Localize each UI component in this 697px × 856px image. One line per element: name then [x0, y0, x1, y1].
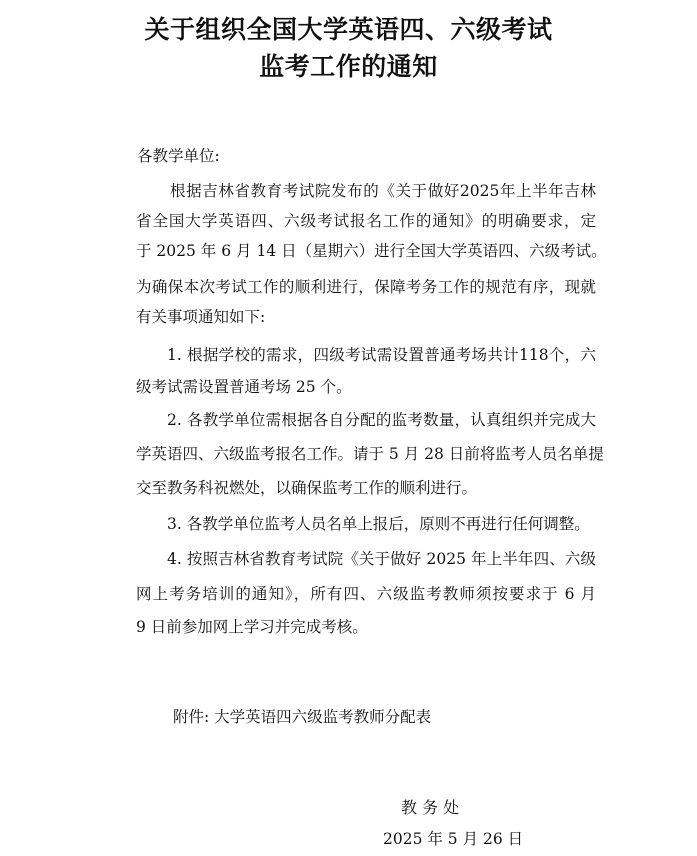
- item-4-line-3: 9 日前参加网上学习并完成考核。: [136, 618, 368, 636]
- intro-line-2: 省全国大学英语四、六级考试报名工作的通知》的明确要求，定: [136, 212, 596, 230]
- signature-date: 2025 年 5 月 26 日: [383, 830, 524, 848]
- item-1-line-1: 1. 根据学校的需求，四级考试需设置普通考场共计118个，六: [167, 346, 596, 364]
- item-2-line-1: 2. 各教学单位需根据各自分配的监考数量，认真组织并完成大: [167, 411, 596, 429]
- item-2-line-2: 学英语四、六级监考报名工作。请于 5 月 28 日前将监考人员名单提: [136, 445, 604, 463]
- attachment-note: 附件: 大学英语四六级监考教师分配表: [173, 708, 432, 726]
- title-line-2: 监考工作的通知: [259, 52, 438, 81]
- title-line-1: 关于组织全国大学英语四、六级考试: [144, 15, 553, 44]
- salutation: 各教学单位:: [137, 147, 220, 165]
- intro-line-5: 有关事项通知如下:: [136, 308, 266, 326]
- item-4-line-2: 网上考务培训的通知》，所有四、六级监考教师须按要求于 6 月: [136, 585, 596, 603]
- item-3-line-1: 3. 各教学单位监考人员名单上报后，原则不再进行任何调整。: [167, 515, 590, 533]
- intro-line-1: 根据吉林省教育考试院发布的《关于做好2025年上半年吉林: [170, 182, 596, 200]
- item-2-line-3: 交至教务科祝燃处，以确保监考工作的顺利进行。: [136, 479, 478, 497]
- item-4-line-1: 4. 按照吉林省教育考试院《关于做好 2025 年上半年四、六级: [167, 550, 596, 568]
- intro-line-4: 为确保本次考试工作的顺利进行，保障考务工作的规范有序，现就: [136, 278, 596, 296]
- item-1-line-2: 级考试需设置普通考场 25 个。: [136, 378, 352, 396]
- intro-line-3: 于 2025 年 6 月 14 日（星期六）进行全国大学英语四、六级考试。: [136, 242, 607, 260]
- signature-office: 教 务 处: [401, 798, 460, 817]
